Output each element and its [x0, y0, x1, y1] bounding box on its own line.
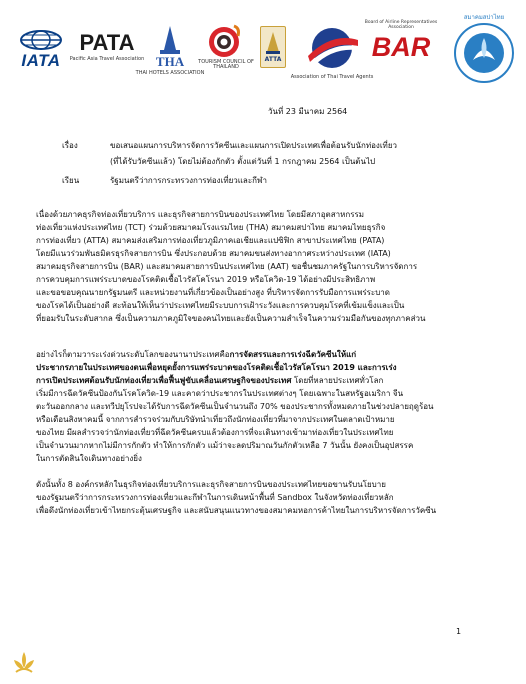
paragraph-2-line: เป็นจำนวนมากหากไม่มีการกักตัว ทำให้การกักตัว แม้ว่าจะลดปริมาณวันกักตัวเหลือ 7 วันนั้น ยังคงเป็นอุปสรรค [36, 441, 414, 450]
iata-logo [14, 30, 68, 71]
pata-logo [69, 30, 145, 62]
paragraph-2-line: ในการตัดสินใจเดินทางอย่างยิ่ง [36, 454, 142, 463]
tct-text: TOURISM COUNCIL OF THAILAND [198, 59, 254, 70]
bar-subtitle: Board of Airline Representatives Association [364, 20, 438, 30]
aat-emblem-icon [302, 26, 362, 72]
globe-icon [18, 30, 64, 50]
subject-label: เรื่อง [62, 141, 78, 150]
pata-wordmark: PATA [79, 30, 135, 55]
paragraph-1-line: การท่องเที่ยว (ATTA) สมาคมส่งเสริมการท่องเที่ยวภูมิภาคเอเชียและแปซิฟิก สาขาประเทศไทย (PATA) [36, 236, 385, 245]
bar-wordmark: BAR [371, 32, 431, 62]
paragraph-2-emphasis: การจัดสรรและการเร่งฉีดวัคซีนให้แก่ [229, 350, 357, 359]
thai-spa-title: สมาคมสปาไทย [463, 14, 505, 21]
paragraph-1-line: ท่องเที่ยวแห่งประเทศไทย (TCT) ร่วมด้วยสมาคมโรงแรมไทย (THA) สมาคมสปาไทย สมาคมไทยธุรกิจ [36, 223, 386, 232]
paragraph-2-line: ตะวันออกกลาง และทวีปยุโรปจะได้รับการฉีดวัคซีนเป็นจำนวนถึง 70% ของประชากรทั้งหมดภายในช่วงปลายฤดูร้อน [36, 402, 434, 411]
tct-logo [198, 20, 254, 70]
hotel-spire-icon [157, 26, 183, 56]
paragraph-1-line: การควบคุมการแพร่ระบาดของโรคติดเชื้อไวรัสโคโรนา 2019 หรือโควิด-19 ได้อย่างมีประสิทธิภาพ [36, 275, 376, 284]
paragraph-3 [36, 478, 488, 517]
tha-logo [135, 26, 205, 76]
paragraph-3-line: เพื่อดึงนักท่องเที่ยวเข้าไทยกระตุ้นเศรษฐกิจ และสนับสนุนแนวทางของสมาคมหอการค้าไทยในการบริหารจัดการวัคซีน [36, 506, 437, 515]
paragraph-2-emphasis-line: ประชากรภายในประเทศของตนเพื่อหยุดยั้งการแพร่ระบาดของโรคติดเชื้อไวรัสโคโรนา 2019 และการเร่ง [36, 363, 397, 372]
spa-seal-icon [453, 22, 515, 84]
paragraph-2-emphasis: การเปิดประเทศต้อนรับนักท่องเที่ยวเพื่อฟื้นฟูขับเคลื่อนเศรษฐกิจของประเทศ [36, 376, 292, 385]
temple-icon [265, 32, 281, 54]
page-number: 1 [456, 627, 462, 636]
pata-subtitle: Pacific Asia Travel Association [69, 56, 145, 62]
lotus-watermark-icon [10, 648, 38, 676]
paragraph-1-line: ที่ยอมรับในระดับสากล ซึ่งเป็นความภาคภูมิใจของคนไทยและยังเป็นความสำเร็จในความร่วมมือกันของทุกภาคส่วน [36, 314, 426, 323]
tha-subtitle: THAI HOTELS ASSOCIATION [135, 70, 205, 76]
letter-date: วันที่ 23 มีนาคม 2564 [268, 107, 348, 116]
paragraph-2-continuation: โดยที่หลายประเทศทั่วโลก [291, 376, 384, 385]
paragraph-2-line: ของไทย มีผลสำรวจว่านักท่องเที่ยวที่ฉีดวัคซีนครบแล้วต้องการที่จะเดินทางเข้ามาท่องเที่ยวในประเทศไทย [36, 428, 394, 437]
paragraph-3-line: ดังนั้นทั้ง 8 องค์กรหลักในธุรกิจท่องเที่ยวบริการและธุรกิจสายการบินของประเทศไทยขอขานรับนโยบาย [36, 480, 386, 489]
paragraph-2 [36, 348, 488, 465]
subject-line-1: ขอเสนอแผนการบริหารจัดการวัคซีนและแผนการเปิดประเทศเพื่อต้อนรับนักท่องเที่ยว [110, 141, 398, 150]
paragraph-2-line [36, 374, 488, 387]
paragraph-1-line: เนื่องด้วยภาคธุรกิจท่องเที่ยวบริการ และธุรกิจสายการบินของประเทศไทย โดยมีสภาอุตสาหกรรม [36, 210, 365, 219]
paragraph-3-line: ของรัฐมนตรีว่าการกระทรวงการท่องเที่ยวและกีฬาในการเดินหน้าพื้นที่ Sandbox ในจังหวัดท่องเที่ยวหลัก [36, 493, 394, 502]
paragraph-1-line: สมาคมธุรกิจสายการบิน (BAR) และสมาคมสายการบินประเทศไทย (AAT) ขอชื่นชมภาครัฐในการบริหารจัดการ [36, 262, 418, 271]
aat-subtitle: Association of Thai Travel Agents [290, 74, 374, 80]
recipient-label: เรียน [62, 176, 80, 185]
paragraph-1-line: ของโรคได้เป็นอย่างดี สะท้อนให้เห็นว่าประเทศไทยมีระบบการเฝ้าระวังและการควบคุมโรคที่เข้มแข็งและเป็น [36, 301, 405, 310]
recipient-text: รัฐมนตรีว่าการกระทรวงการท่องเที่ยวและกีฬา [110, 176, 267, 185]
paragraph-1-line: และขอขอบคุณนายกรัฐมนตรี และหน่วยงานที่เกี่ยวข้องเป็นอย่างสูง ที่บริหารจัดการรับมือการแพร่ระบาด [36, 288, 390, 297]
spiral-icon [206, 20, 246, 60]
logo-header [0, 0, 526, 100]
bar-logo [358, 20, 444, 60]
paragraph-2-intro: อย่างไรก็ตามวาระเร่งด่วนระดับโลกของนานาประเทศคือ [36, 350, 230, 359]
atta-badge [260, 26, 286, 68]
aat-logo [290, 26, 374, 80]
tha-wordmark: THA [155, 54, 185, 69]
atta-logo [258, 26, 288, 68]
atta-wordmark: ATTA [264, 55, 282, 63]
paragraph-2-line: หรือเดือนสิงหาคมนี้ จากการสำรวจร่วมกับบริษัทนำเที่ยวถึงนักท่องเที่ยวที่มาจากประเทศในตลาดเป้าหมาย [36, 415, 395, 424]
iata-wordmark: IATA [21, 51, 61, 70]
thai-spa-logo [448, 12, 520, 84]
paragraph-1-line: โดยมีแนวร่วมพันธมิตรธุรกิจสายการบิน ซึ่งประกอบด้วย สมาคมขนส่งทางอากาศระหว่างประเทศ (IATA) [36, 249, 391, 258]
paragraph-2-line [36, 348, 488, 361]
paragraph-1 [36, 208, 488, 325]
paragraph-2-line: เริ่มมีการฉีดวัคซีนป้องกันโรคโควิด-19 และคาดว่าประชากรในประเทศต่างๆ โดยเฉพาะในสหรัฐอเมริกา จีน [36, 389, 404, 398]
subject-line-2: (ที่ได้รับวัคซีนแล้ว) โดยไม่ต้องกักตัว ตั้งแต่วันที่ 1 กรกฎาคม 2564 เป็นต้นไป [110, 157, 376, 166]
